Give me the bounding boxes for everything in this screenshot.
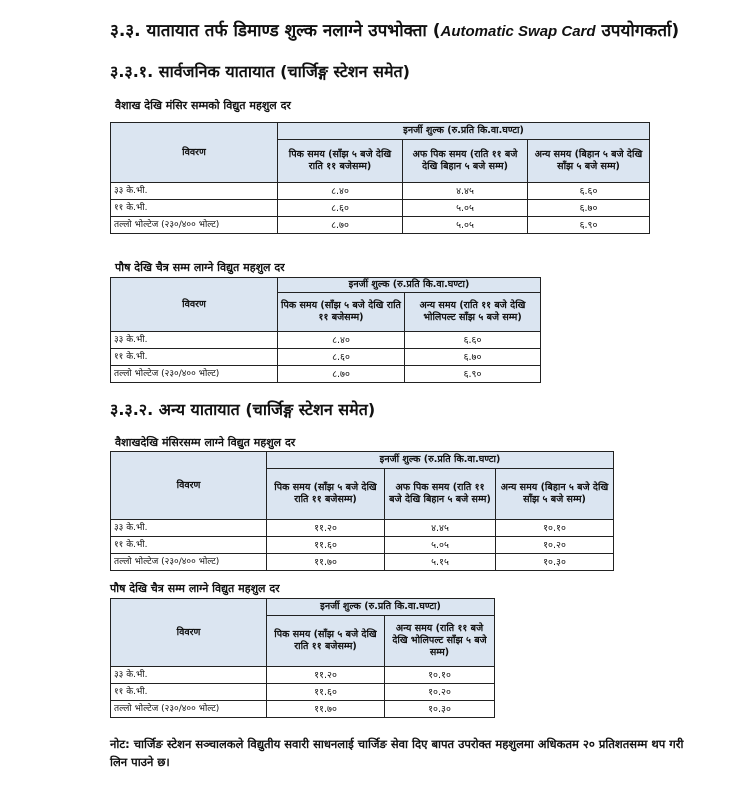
row-label: ११ के.भी.	[111, 684, 267, 701]
col-header-other-time: अन्य समय (राति ११ बजे देखि भोलिपल्ट साँझ ५ बजे सम्म)	[405, 293, 541, 332]
col-header-other-time: अन्य समय (बिहान ५ बजे देखि साँझ ५ बजे सम्म)	[528, 140, 650, 183]
rate-cell: ५.०५	[403, 217, 528, 234]
note-text: नोट: चार्जिङ स्टेशन सञ्चालकले विद्युतीय सवारी साधनलाई चार्जिङ सेवा दिए बापत उपरोक्त महशुलमा अधिकतम २० प्रतिशतसम्म थप गरी लिन पाउने छ।	[110, 737, 684, 769]
col-header-peak: पिक समय (साँझ ५ बजे देखि राति ११ बजेसम्म)	[267, 469, 385, 520]
rate-cell: ८.४०	[278, 183, 403, 200]
table-row	[111, 200, 650, 217]
rate-cell: ४.४५	[385, 520, 496, 537]
col-header-peak: पिक समय (साँझ ५ बजे देखि राति ११ बजेसम्म)	[267, 616, 385, 667]
row-label: ११ के.भी.	[111, 200, 278, 217]
section-title: ३.३. यातायात तर्फ डिमाण्ड शुल्क नलाग्ने उपभोक्ता (Automatic Swap Card उपयोगकर्ता)	[110, 21, 680, 41]
rate-cell: १०.२०	[385, 684, 495, 701]
rate-cell: १०.२०	[496, 537, 614, 554]
rate-cell: ८.७०	[278, 217, 403, 234]
row-label: तल्लो भोल्टेज (२३०/४०० भोल्ट)	[111, 366, 278, 383]
col-header-other-time: अन्य समय (बिहान ५ बजे देखि साँझ ५ बजे सम्म)	[496, 469, 614, 520]
row-label: ११ के.भी.	[111, 537, 267, 554]
tariff-table-public-baisakh-mangsir	[110, 122, 650, 234]
col-header-peak: पिक समय (साँझ ५ बजे देखि राति ११ बजेसम्म)	[278, 140, 403, 183]
rate-cell: ११.६०	[267, 537, 385, 554]
rate-cell: ६.६०	[528, 183, 650, 200]
col-header-energy-charge: इनर्जी शुल्क (रु.प्रति कि.वा.घण्टा)	[278, 278, 541, 293]
rate-cell: ८.६०	[278, 349, 405, 366]
table-row	[111, 217, 650, 234]
col-header-description: विवरण	[111, 278, 278, 332]
row-label: ३३ के.भी.	[111, 667, 267, 684]
rate-cell: ५.१५	[385, 554, 496, 571]
row-label: ३३ के.भी.	[111, 332, 278, 349]
subsection-heading-other: ३.३.२. अन्य यातायात (चार्जिङ्ग स्टेशन समेत)	[110, 400, 376, 419]
rate-cell: ६.७०	[405, 349, 541, 366]
col-header-energy-charge: इनर्जी शुल्क (रु.प्रति कि.वा.घण्टा)	[267, 452, 614, 469]
col-header-energy-charge: इनर्जी शुल्क (रु.प्रति कि.वा.घण्टा)	[278, 123, 650, 140]
col-header-off-peak: अफ पिक समय (राति ११ बजे देखि बिहान ५ बजे सम्म)	[385, 469, 496, 520]
rate-cell: ५.०५	[385, 537, 496, 554]
table-row	[111, 349, 541, 366]
table-row	[111, 667, 495, 684]
row-label: ३३ के.भी.	[111, 183, 278, 200]
table-caption: वैशाख देखि मंसिर सम्मको विद्युत महशुल दर	[115, 99, 291, 112]
rate-cell: ८.६०	[278, 200, 403, 217]
col-header-other-time: अन्य समय (राति ११ बजे देखि भोलिपल्ट साँझ ५ बजे सम्म)	[385, 616, 495, 667]
col-header-description: विवरण	[111, 452, 267, 520]
rate-cell: ५.०५	[403, 200, 528, 217]
table-caption: वैशाखदेखि मंसिरसम्म लाग्ने विद्युत महशुल दर	[115, 436, 296, 449]
table-row	[111, 701, 495, 718]
row-label: तल्लो भोल्टेज (२३०/४०० भोल्ट)	[111, 701, 267, 718]
rate-cell: ११.२०	[267, 520, 385, 537]
rate-cell: १०.१०	[496, 520, 614, 537]
rate-cell: ६.९०	[405, 366, 541, 383]
row-label: ३३ के.भी.	[111, 520, 267, 537]
table-row	[111, 183, 650, 200]
subsection-heading-public: ३.३.१. सार्वजनिक यातायात (चार्जिङ्ग स्टेशन समेत)	[110, 62, 410, 81]
table-row	[111, 332, 541, 349]
rate-cell: ६.६०	[405, 332, 541, 349]
rate-cell: ६.७०	[528, 200, 650, 217]
rate-cell: ६.९०	[528, 217, 650, 234]
table-caption: पौष देखि चैत्र सम्म लाग्ने विद्युत महशुल दर	[115, 261, 285, 274]
table-caption: पौष देखि चैत्र सम्म लाग्ने विद्युत महशुल दर	[110, 582, 280, 595]
col-header-off-peak: अफ पिक समय (राति ११ बजे देखि बिहान ५ बजे सम्म)	[403, 140, 528, 183]
rate-cell: १०.३०	[385, 701, 495, 718]
rate-cell: ११.२०	[267, 667, 385, 684]
table-row	[111, 520, 614, 537]
rate-cell: ८.७०	[278, 366, 405, 383]
table-row	[111, 537, 614, 554]
row-label: तल्लो भोल्टेज (२३०/४०० भोल्ट)	[111, 217, 278, 234]
rate-cell: १०.१०	[385, 667, 495, 684]
col-header-peak: पिक समय (साँझ ५ बजे देखि राति ११ बजेसम्म)	[278, 293, 405, 332]
rate-cell: ११.६०	[267, 684, 385, 701]
row-label: तल्लो भोल्टेज (२३०/४०० भोल्ट)	[111, 554, 267, 571]
rate-cell: ११.७०	[267, 701, 385, 718]
col-header-energy-charge: इनर्जी शुल्क (रु.प्रति कि.वा.घण्टा)	[267, 599, 495, 616]
table-row	[111, 684, 495, 701]
tariff-table-other-poush-chaitra	[110, 598, 495, 718]
table-row	[111, 554, 614, 571]
rate-cell: ४.४५	[403, 183, 528, 200]
tariff-table-other-baisakh-mangsir	[110, 451, 614, 571]
col-header-description: विवरण	[111, 123, 278, 183]
rate-cell: ११.७०	[267, 554, 385, 571]
col-header-description: विवरण	[111, 599, 267, 667]
row-label: ११ के.भी.	[111, 349, 278, 366]
rate-cell: ८.४०	[278, 332, 405, 349]
rate-cell: १०.३०	[496, 554, 614, 571]
table-row	[111, 366, 541, 383]
tariff-table-public-poush-chaitra	[110, 277, 541, 383]
